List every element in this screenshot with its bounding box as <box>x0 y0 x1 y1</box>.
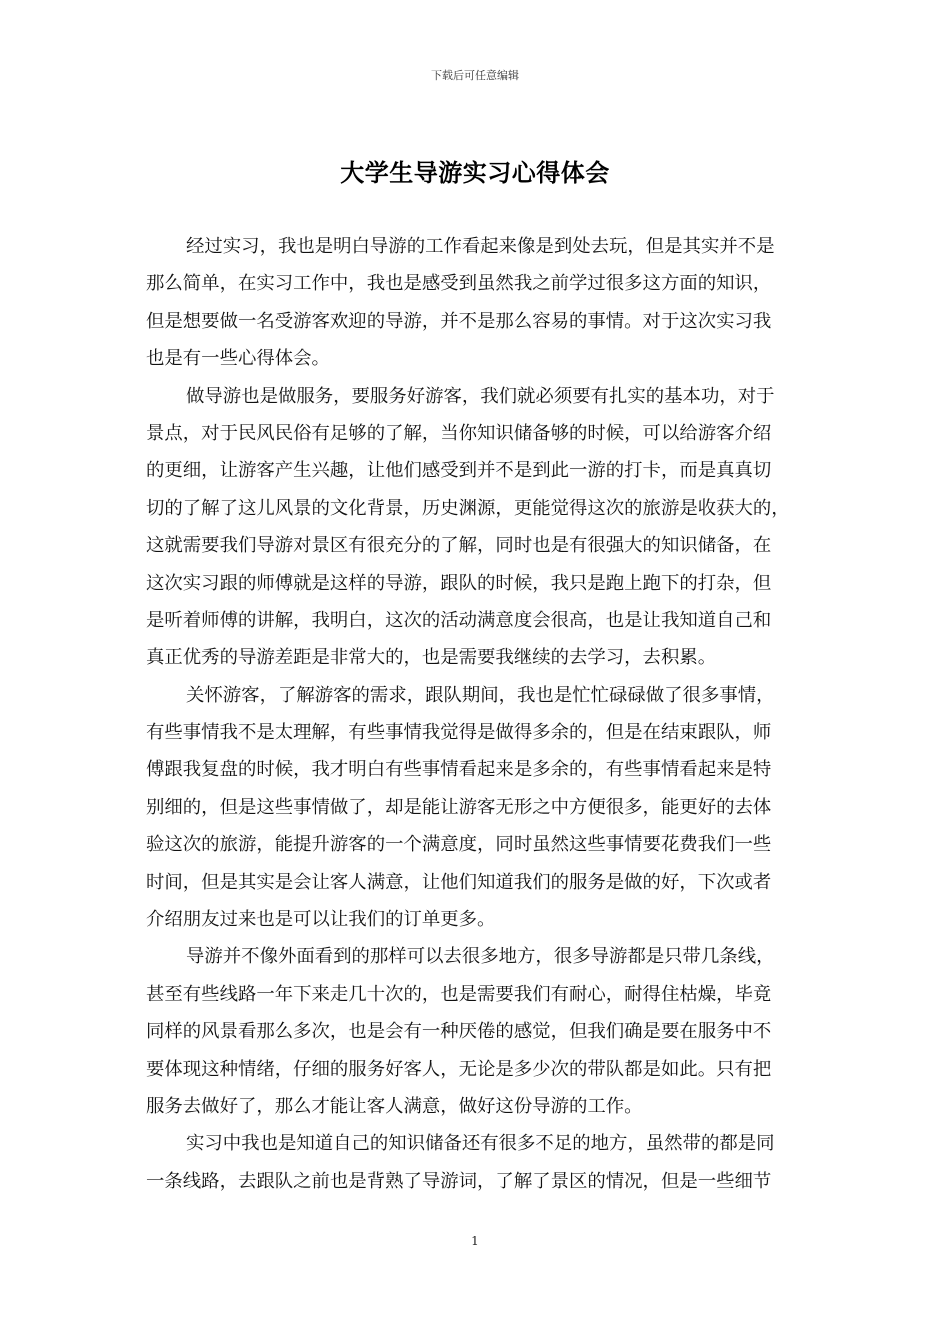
paragraph-2-line: 真正优秀的导游差距是非常大的，也是需要我继续的去学习，去积累。 <box>146 647 717 669</box>
page-number: 1 <box>471 1234 479 1248</box>
paragraph-1-line: 经过实习，我也是明白导游的工作看起来像是到处去玩，但是其实并不是 <box>186 236 775 257</box>
paragraph-2-line: 是听着师傅的讲解，我明白，这次的活动满意度会很高，也是让我知道自己和 <box>146 609 772 631</box>
paragraph-2-line: 景点，对于民风民俗有足够的了解，当你知识储备够的时候，可以给游客介绍 <box>146 422 772 444</box>
paragraph-4-line: 同样的风景看那么多次，也是会有一种厌倦的感觉，但我们确是要在服务中不 <box>146 1021 772 1043</box>
paragraph-1-line: 但是想要做一名受游客欢迎的导游，并不是那么容易的事情。对于这次实习我 <box>146 310 772 332</box>
paragraph-4-line: 甚至有些线路一年下来走几十次的，也是需要我们有耐心，耐得住枯燥，毕竟 <box>146 983 772 1005</box>
paragraph-4-line: 服务去做好了，那么才能让客人满意，做好这份导游的工作。 <box>146 1095 643 1117</box>
paragraph-4-line: 导游并不像外面看到的那样可以去很多地方，很多导游都是只带几条线， <box>186 946 775 968</box>
paragraph-4-line: 要体现这种情绪，仔细的服务好客人，无论是多少次的带队都是如此。只有把 <box>146 1058 772 1080</box>
paragraph-1-line: 那么简单，在实习工作中，我也是感受到虽然我之前学过很多这方面的知识， <box>146 273 772 295</box>
paragraph-3-line: 傅跟我复盘的时候，我才明白有些事情看起来是多余的，有些事情看起来是特 <box>146 759 772 781</box>
document-body <box>146 228 814 1200</box>
paragraph-2-line: 的更细，让游客产生兴趣，让他们感受到并不是到此一游的打卡，而是真真切 <box>146 460 772 482</box>
paragraph-2-line: 这就需要我们导游对景区有很充分的了解，同时也是有很强大的知识储备，在 <box>146 535 772 557</box>
paragraph-2-line: 做导游也是做服务，要服务好游客，我们就必须要有扎实的基本功，对于 <box>186 385 775 407</box>
document-title: 大学生导游实习心得体会 <box>340 159 610 187</box>
header-note: 下载后可任意编辑 <box>431 69 519 82</box>
paragraph-1-line: 也是有一些心得体会。 <box>146 348 330 370</box>
paragraph-3-line: 验这次的旅游，能提升游客的一个满意度，同时虽然这些事情要花费我们一些 <box>146 834 772 856</box>
paragraph-2-line: 这次实习跟的师傅就是这样的导游，跟队的时候，我只是跑上跑下的打杂，但 <box>146 572 772 594</box>
paragraph-3-line: 介绍朋友过来也是可以让我们的订单更多。 <box>146 909 496 931</box>
paragraph-3-line: 别细的，但是这些事情做了，却是能让游客无形之中方便很多，能更好的去体 <box>146 796 772 818</box>
paragraph-2-line: 切的了解了这儿风景的文化背景，历史渊源，更能觉得这次的旅游是收获大的， <box>146 497 790 519</box>
paragraph-5-line: 实习中我也是知道自己的知识储备还有很多不足的地方，虽然带的都是同 <box>186 1133 775 1155</box>
paragraph-3-line: 有些事情我不是太理解，有些事情我觉得是做得多余的，但是在结束跟队，师 <box>146 722 772 744</box>
paragraph-5-line: 一条线路，去跟队之前也是背熟了导游词，了解了景区的情况，但是一些细节 <box>146 1170 772 1192</box>
paragraph-3-line: 时间，但是其实是会让客人满意，让他们知道我们的服务是做的好，下次或者 <box>146 871 772 893</box>
paragraph-3-line: 关怀游客，了解游客的需求，跟队期间，我也是忙忙碌碌做了很多事情， <box>186 684 775 706</box>
